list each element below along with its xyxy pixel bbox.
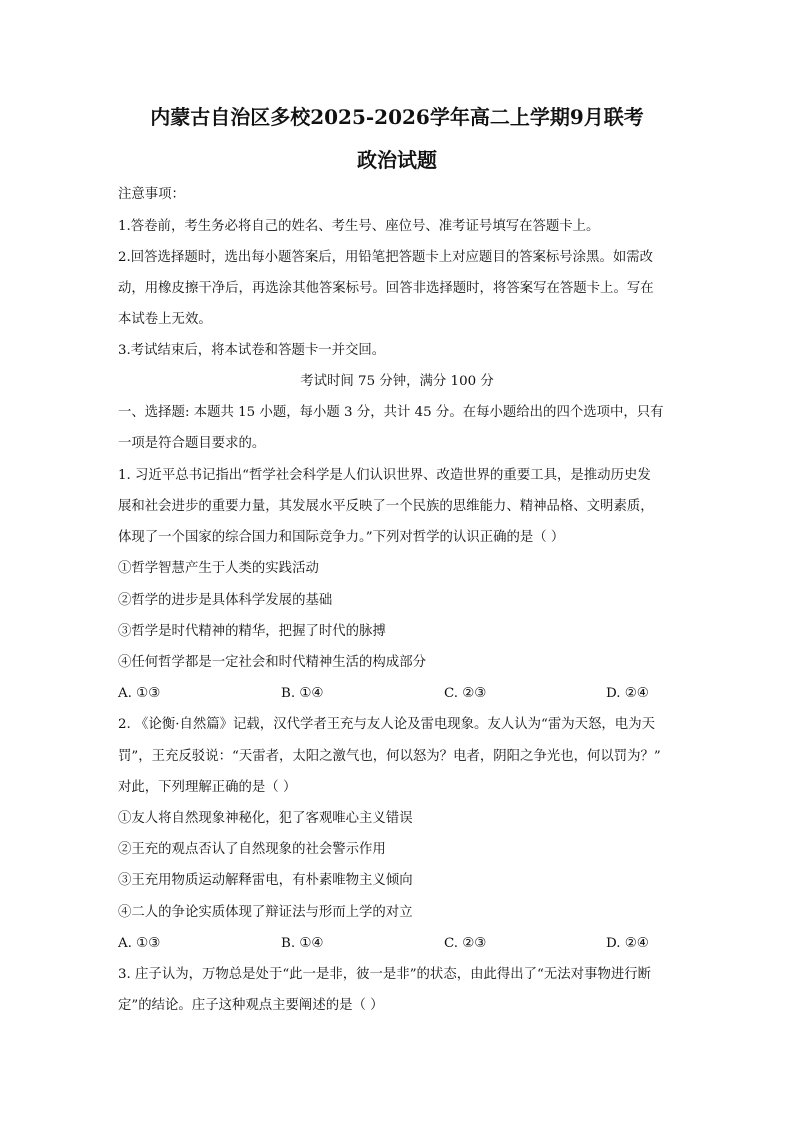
q2-statement-1: ①友人将自然现象神秘化，犯了客观唯心主义错误 bbox=[118, 811, 413, 826]
q2-statement-2: ②王充的观点否认了自然现象的社会警示作用 bbox=[118, 842, 386, 857]
q2-statement-3: ③王充用物质运动解释雷电，有朴素唯物主义倾向 bbox=[118, 873, 413, 888]
q1-stem-line-1: 1. 习近平总书记指出“哲学社会科学是人们认识世界、改造世界的重要工具，是推动历史发 bbox=[118, 468, 651, 483]
exam-title: 内蒙古自治区多校2025-2026学年高二上学期9月联考 bbox=[150, 105, 644, 129]
notice-item-2-line-1: 2.回答选择题时，选出每小题答案后，用铅笔把答题卡上对应题目的答案标号涂黑。如需改 bbox=[118, 250, 654, 265]
q1-stem-line-2: 展和社会进步的重要力量，其发展水平反映了一个民族的思维能力、精神品格、文明素质， bbox=[118, 499, 654, 514]
q2-option-d: D. ②④ bbox=[606, 936, 649, 951]
q2-option-a: A. ①③ bbox=[118, 936, 161, 951]
q2-options bbox=[118, 935, 688, 953]
q1-stem-line-3: 体现了一个国家的综合国力和国际竞争力。”下列对哲学的认识正确的是（ ） bbox=[118, 530, 565, 545]
section-heading-line-2: 一项是符合题目要求的。 bbox=[118, 436, 266, 451]
q1-option-b: B. ①④ bbox=[281, 686, 324, 701]
q1-option-d: D. ②④ bbox=[606, 686, 649, 701]
q1-option-c: C. ②③ bbox=[444, 686, 487, 701]
q2-option-b: B. ①④ bbox=[281, 936, 324, 951]
q1-option-a: A. ①③ bbox=[118, 686, 161, 701]
q3-stem-line-1: 3. 庄子认为，万物总是处于“此一是非，彼一是非”的状态，由此得出了“无法对事物进行断 bbox=[118, 967, 652, 982]
q2-statement-4: ④二人的争论实质体现了辩证法与形而上学的对立 bbox=[118, 905, 413, 920]
notice-item-3: 3.考试结束后，将本试卷和答题卡一并交回。 bbox=[118, 343, 386, 358]
q1-statement-4: ④任何哲学都是一定社会和时代精神生活的构成部分 bbox=[118, 655, 426, 670]
q1-options bbox=[118, 685, 688, 703]
notice-heading: 注意事项： bbox=[118, 187, 185, 202]
notice-item-2-line-3: 本试卷上无效。 bbox=[118, 312, 212, 327]
q2-stem-line-3: 对此，下列理解正确的是（ ） bbox=[118, 780, 297, 795]
exam-subject: 政治试题 bbox=[357, 148, 437, 172]
notice-item-2-line-2: 动，用橡皮擦干净后，再选涂其他答案标号。回答非选择题时，将答案写在答题卡上。写在 bbox=[118, 281, 654, 296]
q2-option-c: C. ②③ bbox=[444, 936, 487, 951]
section-heading-line-1: 一、选择题: 本题共 15 小题，每小题 3 分，共计 45 分。在每小题给出的四个选项中，只有 bbox=[118, 405, 664, 420]
q2-stem-line-1: 2. 《论衡·自然篇》记载，汉代学者王充与友人论及雷电现象。友人认为“雷为天怒，电为天 bbox=[118, 717, 655, 732]
q3-stem-line-2: 定”的结论。庄子这种观点主要阐述的是（ ） bbox=[118, 998, 384, 1013]
q2-stem-line-2: 罚”，王充反驳说：“天雷者，太阳之激气也，何以怒为？电者，阴阳之争光也，何以罚为？” bbox=[118, 749, 661, 764]
notice-item-1: 1.答卷前，考生务必将自己的姓名、考生号、座位号、准考证号填写在答题卡上。 bbox=[118, 219, 600, 234]
q1-statement-2: ②哲学的进步是具体科学发展的基础 bbox=[118, 593, 333, 608]
q1-statement-3: ③哲学是时代精神的精华，把握了时代的脉搏 bbox=[118, 624, 386, 639]
exam-time-info: 考试时间 75 分钟，满分 100 分 bbox=[300, 374, 494, 389]
q1-statement-1: ①哲学智慧产生于人类的实践活动 bbox=[118, 561, 319, 576]
